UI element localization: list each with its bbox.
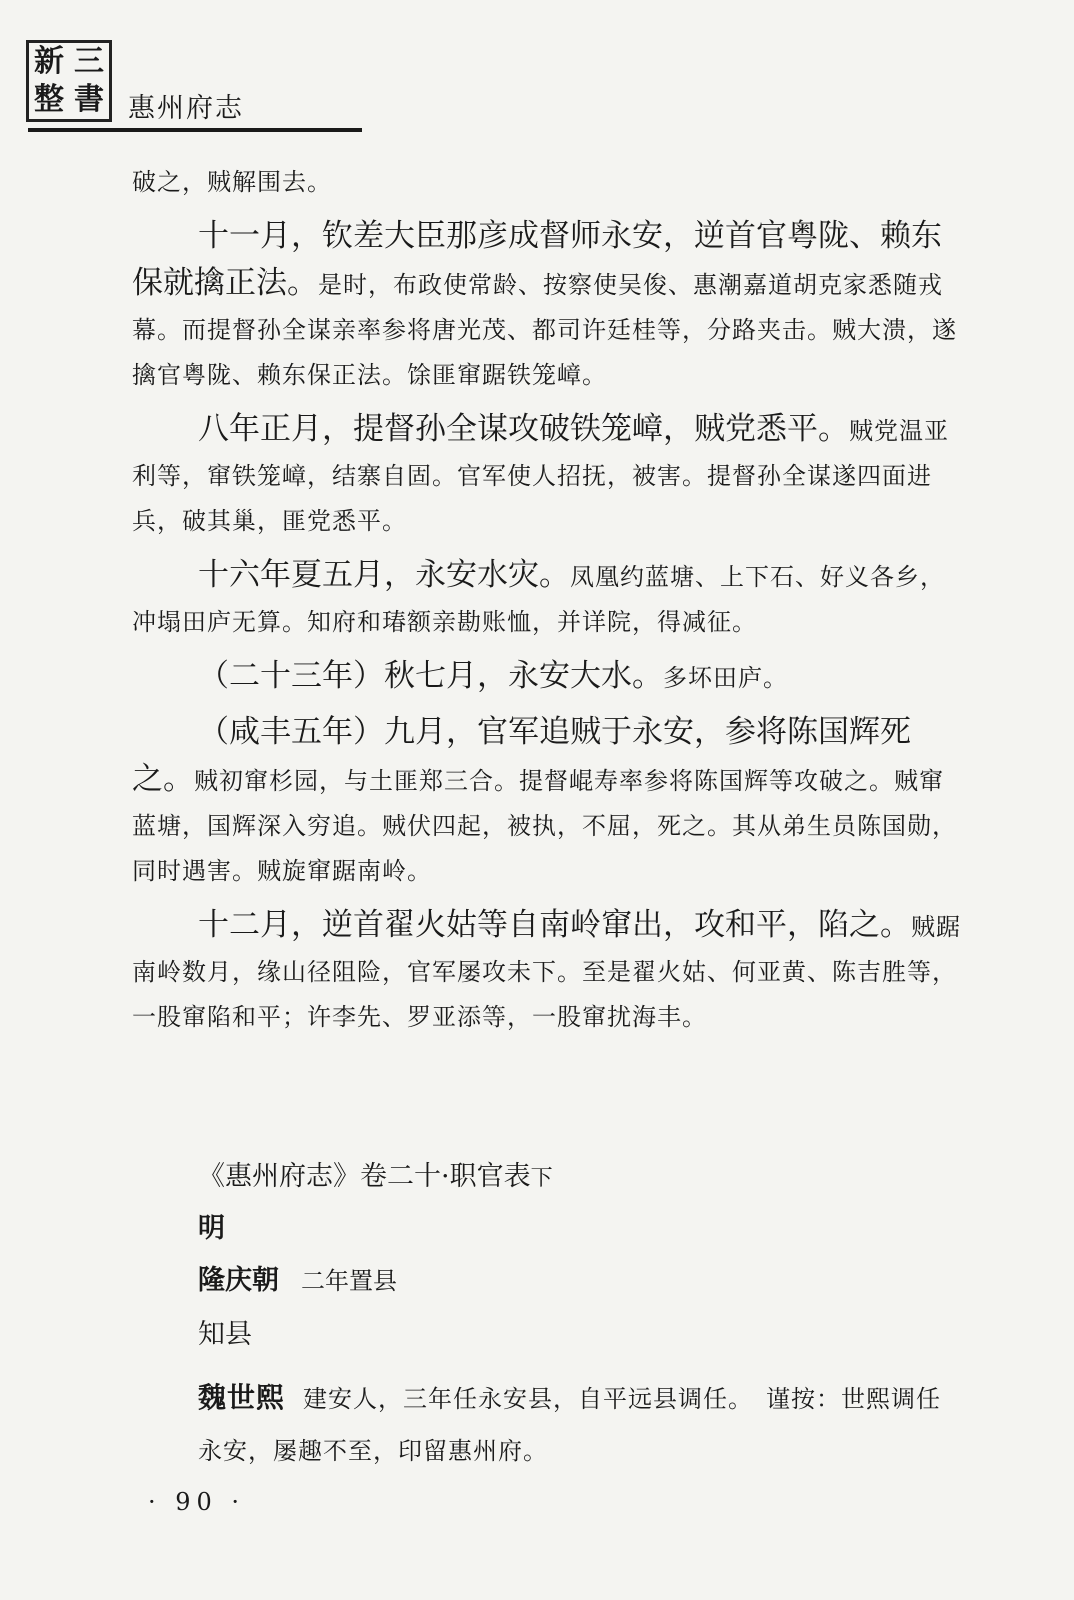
reign-note: 二年置县 bbox=[301, 1267, 397, 1295]
paragraph-text: 破之，贼解围去。 bbox=[132, 168, 332, 196]
running-header: 惠州府志 bbox=[128, 93, 244, 124]
seal-logo bbox=[26, 40, 112, 122]
paragraph bbox=[132, 214, 962, 398]
paragraph-lead: 八年正月，提督孙全谋攻破铁笼嶂，贼党悉平。 bbox=[198, 411, 849, 447]
section-title bbox=[198, 1160, 553, 1196]
paragraph bbox=[132, 710, 962, 894]
paragraph-text: 凤凰约蓝塘、上下石、好义各乡，冲塌田庐无算。知府和瑃额亲勘账恤，并详院，得减征。 bbox=[132, 563, 945, 636]
paragraph-lead: 十二月，逆首翟火姑等自南岭窜出，攻和平，陷之。 bbox=[198, 907, 911, 943]
paragraph-text: 贼踞南岭数月，缘山径阻险，官军屡攻未下。至是翟火姑、何亚黄、陈吉胜等，一股窜陷和平；许李先、罗亚添等，一股窜扰海丰。 bbox=[132, 913, 961, 1031]
paragraph-text: 多坏田庐。 bbox=[663, 664, 788, 692]
seal-char: 新 bbox=[34, 44, 64, 79]
section-title-small: 下 bbox=[530, 1166, 553, 1191]
reign-heading bbox=[198, 1264, 397, 1298]
dynasty-heading: 明 bbox=[198, 1213, 225, 1244]
paragraph-lead: （二十三年）秋七月，永安大水。 bbox=[198, 658, 663, 694]
paragraph bbox=[132, 903, 962, 1040]
paragraph bbox=[132, 553, 962, 645]
paragraph-lead: 十六年夏五月，永安水灾。 bbox=[198, 557, 570, 593]
seal-char: 書 bbox=[74, 82, 104, 117]
paragraph-text: 贼党温亚利等，窜铁笼嶂，结寨自固。官军使人招抚，被害。提督孙全谋遂四面进兵，破其巢，匪党悉平。 bbox=[132, 417, 949, 535]
paragraph bbox=[132, 160, 962, 205]
entry-description: 建安人，三年任永安县，自平远县调任。 谨按：世熙调任永安，屡趣不至，印留惠州府。 bbox=[198, 1385, 942, 1465]
official-entry bbox=[132, 1372, 962, 1477]
paragraph bbox=[132, 654, 962, 701]
paragraph-lead: （咸丰五年）九月，官军追贼于永安，参将陈国辉死之。 bbox=[132, 714, 911, 797]
seal-char: 三 bbox=[74, 44, 104, 79]
paragraph-lead: 十一月，钦差大臣那彦成督师永安，逆首官粤陇、赖东保就擒正法。 bbox=[132, 218, 942, 301]
paragraph-text: 贼初窜杉园，与土匪郑三合。提督崐寿率参将陈国辉等攻破之。贼窜蓝塘，国辉深入穷追。贼伏四起，被执，不屈，死之。其从弟生员陈国勋，同时遇害。贼旋窜踞南岭。 bbox=[132, 767, 957, 885]
official-name: 魏世熙 bbox=[198, 1381, 286, 1414]
section-title-main: 《惠州府志》卷二十·职官表 bbox=[198, 1161, 531, 1192]
paragraph-text: 是时，布政使常龄、按察使吴俊、惠潮嘉道胡克家悉随戎幕。而提督孙全谋亲率参将唐光茂、都司许廷桂等，分路夹击。贼大溃，遂擒官粤陇、赖东保正法。馀匪窜踞铁笼嶂。 bbox=[132, 271, 957, 389]
page-number: · 90 · bbox=[148, 1488, 246, 1516]
seal-char: 整 bbox=[34, 82, 64, 117]
reign-name: 隆庆朝 bbox=[198, 1265, 279, 1296]
header-rule bbox=[28, 128, 362, 132]
office-heading: 知县 bbox=[198, 1319, 252, 1350]
entry-text bbox=[132, 1372, 962, 1477]
body-text bbox=[132, 160, 962, 1040]
paragraph bbox=[132, 407, 962, 544]
